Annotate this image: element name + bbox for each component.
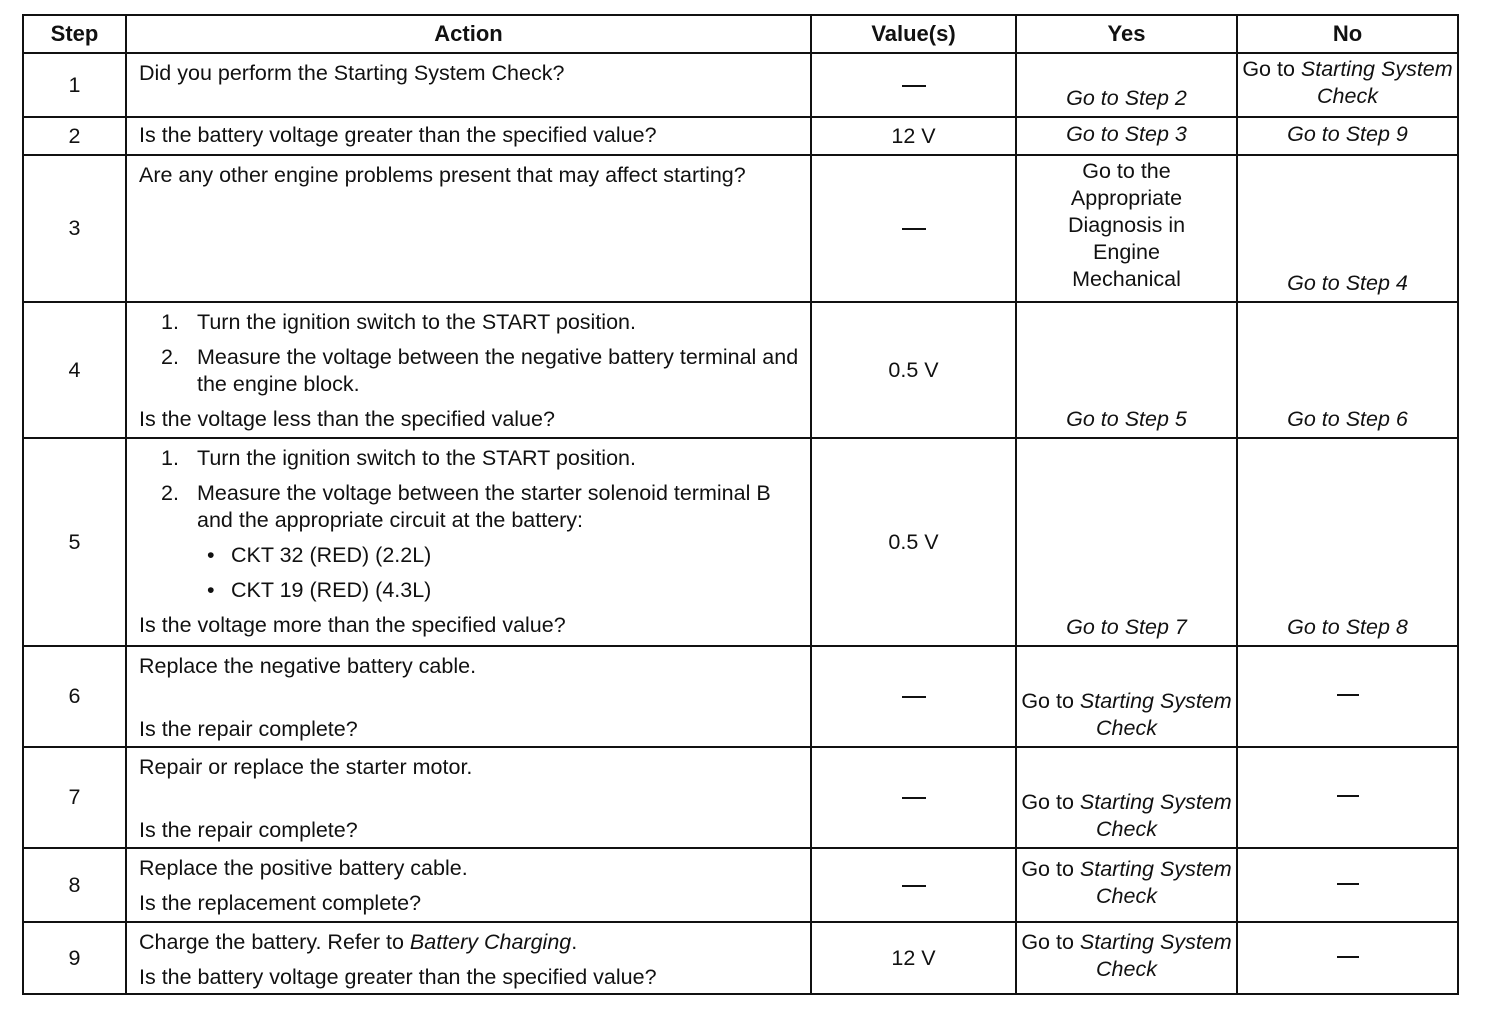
action-question: Is the replacement complete? — [139, 891, 422, 915]
no-cell — [1237, 848, 1458, 922]
no-goto: Go to Step 4 — [1287, 271, 1408, 295]
action-question: Did you perform the Starting System Check? — [139, 61, 565, 85]
step-number: 8 — [23, 848, 126, 922]
yes-goto: Go to Step 3 — [1066, 121, 1187, 146]
yes-goto: Go to Step 7 — [1066, 615, 1187, 639]
action-question: Are any other engine problems present that may affect starting? — [139, 163, 746, 187]
header-no: No — [1237, 15, 1458, 53]
no-dash — [1337, 883, 1359, 885]
yes-goto: Go to — [1021, 790, 1074, 814]
value-dash — [902, 696, 926, 698]
action-step: 2. Measure the voltage between the negative battery terminal and the engine block. — [161, 345, 799, 396]
action-instruction: Replace the negative battery cable. — [139, 654, 477, 678]
action-step: 1. Turn the ignition switch to the START position. — [161, 446, 636, 470]
no-dash — [1337, 694, 1359, 696]
value-dash — [902, 885, 926, 887]
yes-target-link[interactable]: Starting System Check — [1079, 790, 1232, 841]
yes-target-link[interactable]: Starting System Check — [1079, 689, 1232, 740]
no-cell — [1237, 646, 1458, 747]
table-row — [23, 53, 1458, 117]
value-cell — [811, 848, 1016, 922]
step-number: 1 — [23, 53, 126, 117]
circuit-list — [139, 542, 800, 604]
header-row — [23, 15, 1458, 53]
action-cell — [126, 53, 811, 117]
yes-target-link[interactable]: Starting System Check — [1079, 930, 1232, 981]
action-instruction: Repair or replace the starter motor. — [139, 755, 473, 779]
action-question: Is the battery voltage greater than the specified value? — [139, 965, 657, 989]
yes-goto: Go to Step 2 — [1066, 86, 1187, 110]
table-row — [23, 646, 1458, 747]
yes-goto: Go to the Appropriate Diagnosis in Engine Mechanical — [1067, 159, 1186, 291]
no-goto: Go to Step 9 — [1287, 121, 1408, 146]
yes-target-link[interactable]: Starting System Check — [1079, 857, 1232, 908]
value-cell: 0.5 V — [811, 302, 1016, 438]
table-row — [23, 922, 1458, 994]
yes-cell — [1016, 438, 1237, 646]
yes-cell — [1016, 117, 1237, 155]
no-cell — [1237, 922, 1458, 994]
yes-goto: Go to — [1021, 930, 1074, 954]
no-cell — [1237, 53, 1458, 117]
header-yes: Yes — [1016, 15, 1237, 53]
yes-cell — [1016, 155, 1237, 302]
value-dash — [902, 797, 926, 799]
step-number: 5 — [23, 438, 126, 646]
no-dash — [1337, 956, 1359, 958]
no-goto: Go to — [1242, 57, 1295, 81]
no-cell — [1237, 302, 1458, 438]
action-cell — [126, 117, 811, 155]
action-cell — [126, 922, 811, 994]
yes-goto: Go to Step 5 — [1066, 407, 1187, 431]
no-cell — [1237, 438, 1458, 646]
action-question: Is the battery voltage greater than the specified value? — [139, 123, 657, 147]
step-number: 2 — [23, 117, 126, 155]
table-row — [23, 117, 1458, 155]
yes-cell — [1016, 53, 1237, 117]
value-cell — [811, 646, 1016, 747]
value-cell: 12 V — [811, 117, 1016, 155]
step-number: 6 — [23, 646, 126, 747]
action-instruction: Charge the battery. Refer to Battery Charging. — [139, 930, 578, 954]
table-row — [23, 747, 1458, 848]
yes-cell — [1016, 302, 1237, 438]
diagnostic-table — [22, 14, 1459, 995]
table-row — [23, 438, 1458, 646]
no-cell — [1237, 747, 1458, 848]
action-cell — [126, 747, 811, 848]
no-dash — [1337, 795, 1359, 797]
yes-cell — [1016, 922, 1237, 994]
step-number: 4 — [23, 302, 126, 438]
action-question: Is the voltage less than the specified value? — [139, 407, 555, 431]
table-row — [23, 155, 1458, 302]
header-step: Step — [23, 15, 126, 53]
yes-cell — [1016, 848, 1237, 922]
action-cell — [126, 155, 811, 302]
yes-goto: Go to — [1021, 689, 1074, 713]
no-target-link[interactable]: Starting System Check — [1300, 57, 1453, 108]
action-question: Is the repair complete? — [139, 818, 358, 842]
header-values: Value(s) — [811, 15, 1016, 53]
action-instruction: Replace the positive battery cable. — [139, 856, 468, 880]
yes-goto: Go to — [1021, 857, 1074, 881]
no-cell — [1237, 117, 1458, 155]
circuit-item: • CKT 19 (RED) (4.3L) — [207, 578, 432, 602]
step-number: 7 — [23, 747, 126, 848]
action-steps — [139, 309, 800, 398]
value-cell — [811, 747, 1016, 848]
no-goto: Go to Step 6 — [1287, 407, 1408, 431]
action-question: Is the repair complete? — [139, 717, 358, 741]
value-cell — [811, 53, 1016, 117]
value-cell: 12 V — [811, 922, 1016, 994]
yes-cell — [1016, 747, 1237, 848]
value-dash — [902, 85, 926, 87]
action-question: Is the voltage more than the specified value? — [139, 613, 566, 637]
action-cell — [126, 646, 811, 747]
value-dash — [902, 228, 926, 230]
table-row — [23, 302, 1458, 438]
step-number: 3 — [23, 155, 126, 302]
action-cell — [126, 438, 811, 646]
table-row — [23, 848, 1458, 922]
value-cell: 0.5 V — [811, 438, 1016, 646]
value-cell — [811, 155, 1016, 302]
yes-cell — [1016, 646, 1237, 747]
header-action: Action — [126, 15, 811, 53]
action-step: 1. Turn the ignition switch to the START position. — [161, 310, 636, 334]
action-cell — [126, 848, 811, 922]
circuit-item: • CKT 32 (RED) (2.2L) — [207, 543, 432, 567]
step-number: 9 — [23, 922, 126, 994]
action-step: 2. Measure the voltage between the starter solenoid terminal B and the appropriate circuit at the battery: — [161, 481, 771, 532]
action-cell — [126, 302, 811, 438]
action-steps — [139, 445, 800, 534]
no-goto: Go to Step 8 — [1287, 615, 1408, 639]
no-cell — [1237, 155, 1458, 302]
battery-charging-link[interactable]: Battery Charging — [409, 930, 572, 954]
